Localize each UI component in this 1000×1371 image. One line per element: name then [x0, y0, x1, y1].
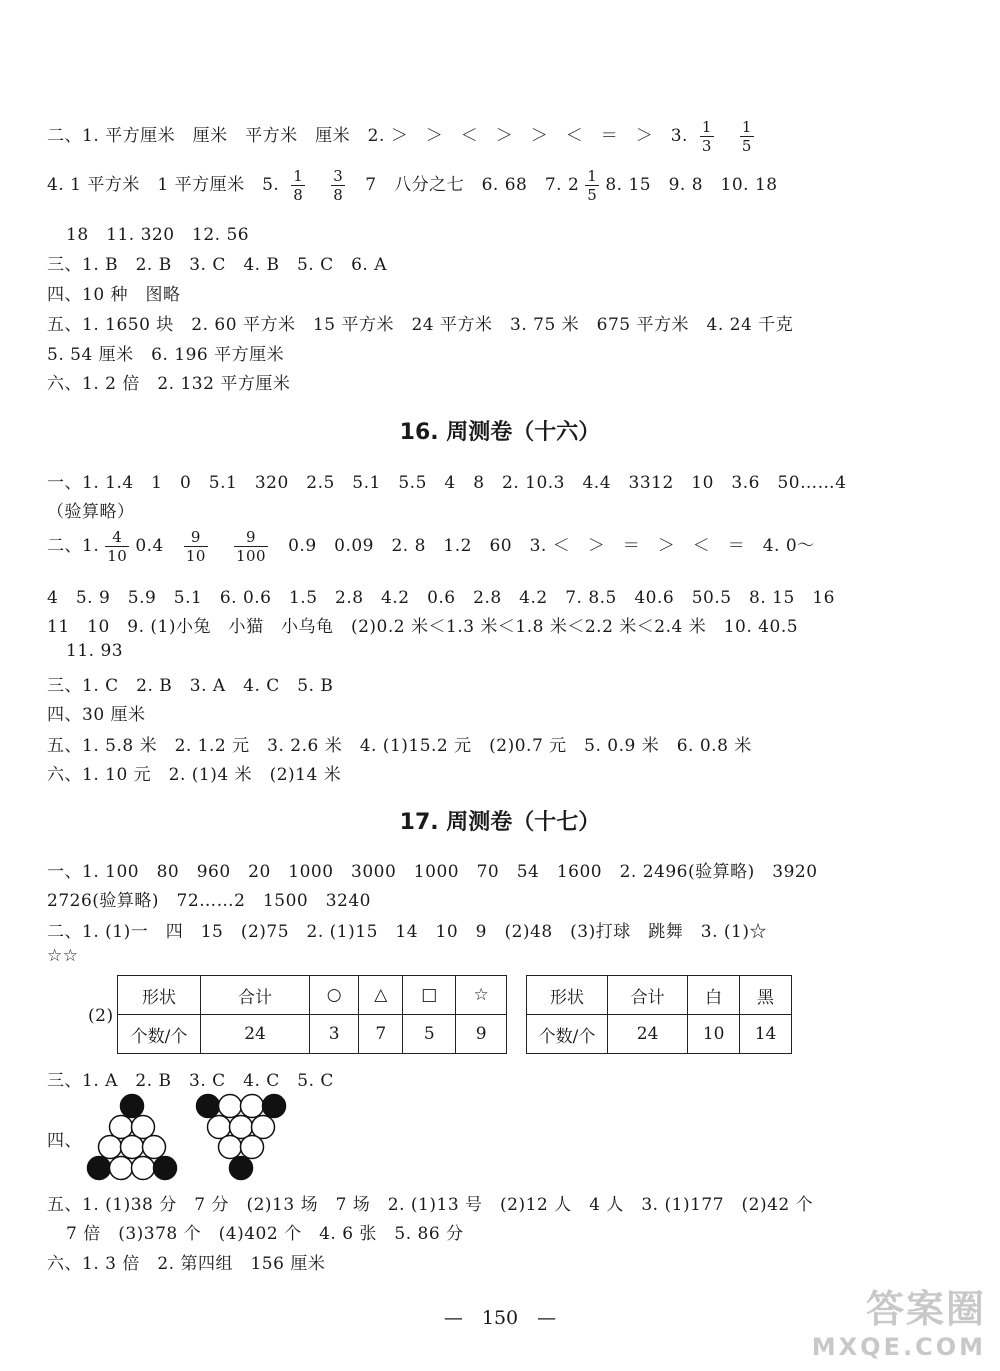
watermark-text: 答案圈	[865, 1287, 986, 1331]
table-cell: 白	[688, 976, 740, 1015]
watermark-url: MXQE.COM	[811, 1333, 986, 1361]
table-cell: 合计	[201, 976, 310, 1015]
table-cell: 5	[403, 1015, 456, 1054]
circle-black	[88, 1157, 111, 1180]
circle-white	[121, 1136, 144, 1159]
fraction: $\frac{3}{8}$	[333, 167, 344, 204]
table-cell: 合计	[608, 976, 688, 1015]
circle-black	[230, 1157, 253, 1180]
table-cell: 9	[456, 1015, 507, 1054]
color-count-table	[526, 975, 792, 1054]
fraction: $\frac{1}{8}$	[293, 167, 304, 204]
answer-line: 一、1. 1.4 1 0 5.1 320 2.5 5.1 5.5 4 8 2. 10.3 4.4 3312 10 3.6 50……4	[47, 473, 847, 493]
answer-line: 11. 93	[66, 641, 124, 661]
answer-line: 五、1. 1650 块 2. 60 平方米 15 平方米 24 平方米 3. 75 米 675 平方米 4. 24 千克	[47, 315, 794, 335]
circle-white	[219, 1136, 242, 1159]
answer-line: 六、1. 3 倍 2. 第四组 156 厘米	[47, 1254, 326, 1274]
table-cell: ☆	[456, 976, 507, 1015]
table-row	[527, 1015, 792, 1054]
table-row	[527, 976, 792, 1015]
circle-white	[208, 1116, 231, 1139]
circle-white	[241, 1095, 264, 1118]
table-cell: 黑	[740, 976, 792, 1015]
fraction: $\frac{1}{3}$	[701, 118, 712, 155]
circle-white	[219, 1095, 242, 1118]
table-row	[118, 976, 507, 1015]
answer-line: 五、1. (1)38 分 7 分 (2)13 场 7 场 2. (1)13 号 (2)12 人 4 人 3. (1)177 (2)42 个	[47, 1195, 814, 1215]
answer-line: 三、1. A 2. B 3. C 4. C 5. C	[47, 1071, 334, 1091]
circle-black	[154, 1157, 177, 1180]
watermark-logo	[812, 1278, 986, 1361]
table-cell: 形状	[118, 976, 201, 1015]
answer-line	[47, 118, 760, 155]
circle-white	[110, 1157, 133, 1180]
table-cell: 10	[688, 1015, 740, 1054]
circle-white	[110, 1116, 133, 1139]
fraction: $\frac{9}{100}$	[235, 528, 267, 565]
answer-text: 二、1. 平方厘米 厘米 平方米 厘米 2. ＞ ＞ ＜ ＞ ＞ ＜ ＝ ＞ 3.	[47, 126, 694, 146]
circle-white	[132, 1116, 155, 1139]
answer-line: 六、1. 10 元 2. (1)4 米 (2)14 米	[47, 765, 342, 785]
answer-line: ☆☆	[47, 946, 79, 966]
table-cell: 24	[201, 1015, 310, 1054]
fraction: $\frac{4}{10}$	[107, 528, 128, 565]
table-cell: 3	[310, 1015, 359, 1054]
answer-line: 三、1. B 2. B 3. C 4. B 5. C 6. A	[47, 255, 388, 275]
circle-white	[241, 1136, 264, 1159]
table-cell: 7	[359, 1015, 403, 1054]
circle-white	[230, 1116, 253, 1139]
section-title: 16. 周测卷（十六）	[399, 420, 601, 445]
fraction: $\frac{1}{5}$	[587, 167, 598, 204]
answer-line: 5. 54 厘米 6. 196 平方厘米	[47, 345, 285, 365]
answer-line: 四、10 种 图略	[47, 285, 181, 305]
answer-line: （验算略）	[47, 502, 135, 522]
answer-line: 五、1. 5.8 米 2. 1.2 元 3. 2.6 米 4. (1)15.2 元 (2)0.7 元 5. 0.9 米 6. 0.8 米	[47, 736, 752, 756]
table-cell: □	[403, 976, 456, 1015]
answer-line: 18 11. 320 12. 56	[66, 225, 250, 245]
fraction: $\frac{1}{5}$	[741, 118, 752, 155]
answer-line: 三、1. C 2. B 3. A 4. C 5. B	[47, 676, 334, 696]
circle-black	[121, 1095, 144, 1118]
answer-line: 4. 1 平方米 1 平方厘米 5. $\frac{1}{8}$ $\frac{3}{8}$ 7 八分之七 6. 68 7. 2 $\frac{1}{5}$ 8. 15 9. 8 10. 18	[47, 167, 778, 204]
table-cell: ○	[310, 976, 359, 1015]
shape-count-table	[117, 975, 507, 1054]
sub-question-label: (2)	[88, 1006, 114, 1026]
table-cell: 个数/个	[527, 1015, 608, 1054]
answer-line: 六、1. 2 倍 2. 132 平方厘米	[47, 374, 291, 394]
answer-line: 四、30 厘米	[47, 705, 146, 725]
table-cell: △	[359, 976, 403, 1015]
circle-white	[132, 1157, 155, 1180]
answer-line: 4 5. 9 5.9 5.1 6. 0.6 1.5 2.8 4.2 0.6 2.8 4.2 7. 8.5 40.6 50.5 8. 15 16	[47, 588, 835, 608]
answer-line: 二、1. $\frac{4}{10}$ 0.4 $\frac{9}{10}$ $\frac{9}{100}$ 0.9 0.09 2. 8 1.2 60 3. ＜ ＞ ＝ ＞ ＜ ＝ 4. 0～	[47, 528, 815, 565]
answer-line: 一、1. 100 80 960 20 1000 3000 1000 70 54 1600 2. 2496(验算略) 3920	[47, 862, 818, 882]
table-cell: 形状	[527, 976, 608, 1015]
circle-white	[143, 1136, 166, 1159]
table-cell: 14	[740, 1015, 792, 1054]
circle-black	[263, 1095, 286, 1118]
page-number: — 150 —	[443, 1307, 557, 1329]
table-cell: 24	[608, 1015, 688, 1054]
table-row	[118, 1015, 507, 1054]
circle-black	[197, 1095, 220, 1118]
circle-pattern-diagram	[84, 1090, 304, 1185]
answer-line: 2726(验算略) 72……2 1500 3240	[47, 891, 372, 911]
answer-line: 11 10 9. (1)小兔 小猫 小乌龟 (2)0.2 米＜1.3 米＜1.8 米＜2.2 米＜2.4 米 10. 40.5	[47, 617, 799, 637]
answer-line: 四、	[47, 1131, 82, 1151]
circle-white	[252, 1116, 275, 1139]
section-title: 17. 周测卷（十七）	[399, 810, 601, 835]
answer-line: 7 倍 (3)378 个 (4)402 个 4. 6 张 5. 86 分	[66, 1224, 464, 1244]
answer-line: 二、1. (1)一 四 15 (2)75 2. (1)15 14 10 9 (2)48 (3)打球 跳舞 3. (1)☆	[47, 922, 767, 942]
circle-white	[99, 1136, 122, 1159]
fraction: $\frac{9}{10}$	[185, 528, 206, 565]
table-cell: 个数/个	[118, 1015, 201, 1054]
